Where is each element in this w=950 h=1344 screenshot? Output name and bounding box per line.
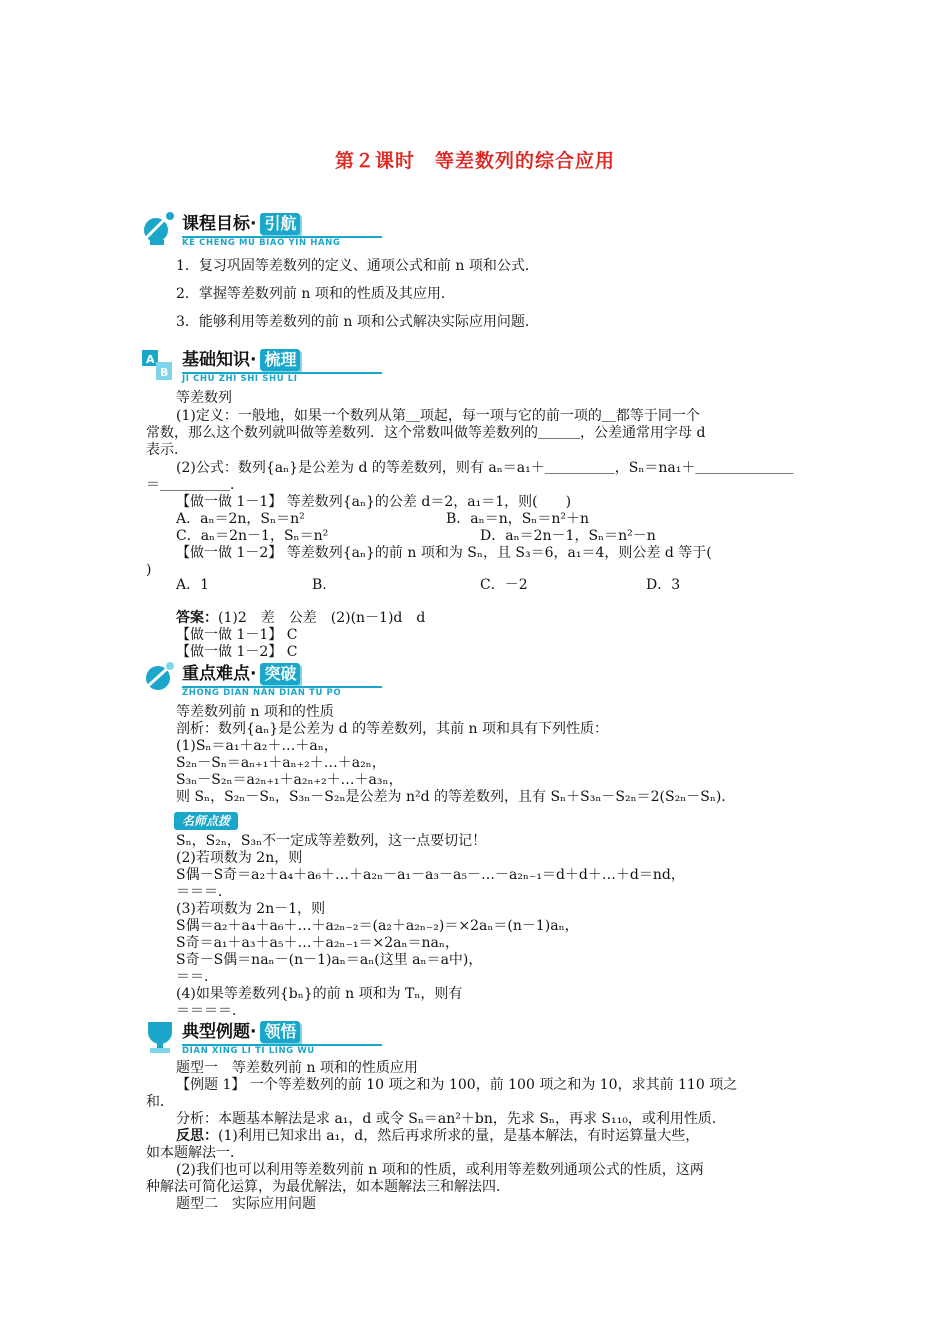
- banner-title: 基础知识: [182, 350, 250, 370]
- tip-badge: [174, 812, 264, 830]
- basics-text: 表示．: [146, 442, 188, 458]
- exercise-question: ): [146, 562, 152, 578]
- banner-tag: 领悟: [260, 1021, 300, 1043]
- banner-pinyin: DIAN XING LI TI LING WU: [182, 1046, 315, 1056]
- key-text: ＝＝．: [176, 969, 218, 985]
- example-text: 【例题 1】 一个等差数列的前 10 项之和为 100，前 100 项之和为 10，求其前 110 项之: [176, 1077, 738, 1093]
- example-text: 和．: [146, 1094, 174, 1110]
- tip-label: 名师点拨: [174, 812, 238, 830]
- svg-text:A: A: [146, 353, 155, 366]
- example-text: [176, 1128, 699, 1145]
- banner-title: 课程目标: [182, 214, 250, 234]
- example-type-heading: 题型一 等差数列前 n 项和的性质应用: [176, 1060, 418, 1076]
- basics-text: (2)公式：数列{aₙ}是公差为 d 的等差数列，则有 aₙ＝a₁＋＿＿＿＿＿，Sₙ＝na₁＋＿＿＿＿＿＿＿: [176, 460, 794, 476]
- key-text: 剖析：数列{aₙ}是公差为 d 的等差数列，其前 n 项和具有下列性质：: [176, 721, 608, 737]
- example-text: 如本题解法一．: [146, 1145, 244, 1161]
- key-text: (4)如果等差数列{bₙ}的前 n 项和为 Tₙ，则有: [176, 986, 463, 1002]
- basics-heading: 等差数列: [176, 390, 232, 406]
- example-type-heading: 题型二 实际应用问题: [176, 1196, 316, 1212]
- key-text: S偶＝a₂＋a₄＋a₆＋…＋a₂ₙ₋₂＝(a₂＋a₂ₙ₋₂)＝×2aₙ＝(n－1)aₙ，: [176, 918, 579, 934]
- svg-text:B: B: [160, 366, 169, 379]
- key-text: 则 Sₙ，S₂ₙ－Sₙ，S₃ₙ－S₂ₙ是公差为 n²d 的等差数列，且有 Sₙ＋S₃ₙ－S₂ₙ＝2(S₂ₙ－Sₙ)．: [176, 789, 736, 805]
- goal-item: 1．复习巩固等差数列的定义、通项公式和前 n 项和公式．: [176, 258, 539, 274]
- answer-line: [176, 610, 425, 627]
- basics-text: ＝＿＿＿＿＿．: [146, 477, 244, 493]
- trophy-icon: [140, 1016, 180, 1056]
- key-text: (2)若项数为 2n，则: [176, 850, 303, 866]
- key-text: S奇＝a₁＋a₃＋a₅＋…＋a₂ₙ₋₁＝×2aₙ＝naₙ，: [176, 935, 459, 951]
- key-text: S₂ₙ－Sₙ＝aₙ₊₁＋aₙ₊₂＋…＋a₂ₙ，: [176, 755, 386, 771]
- answer-line: 【做一做 1－1】 C: [176, 627, 298, 643]
- abc-blocks-icon: [140, 344, 180, 384]
- answer-text: (1)2 差 公差 (2)(n－1)d d: [218, 610, 426, 626]
- exercise-option: C．aₙ＝2n－1，Sₙ＝n²: [176, 528, 329, 544]
- satellite-dish-icon: [140, 208, 180, 248]
- key-text: S偶－S奇＝a₂＋a₄＋a₆＋…＋a₂ₙ－a₁－a₃－a₅－…－a₂ₙ₋₁＝d＋d＋…＋d＝nd，: [176, 867, 685, 883]
- answer-label: 答案：: [176, 610, 218, 626]
- reflect-label: 反思：: [176, 1128, 218, 1144]
- section-banner-goals: [140, 206, 380, 250]
- banner-pinyin: ZHONG DIAN NAN DIAN TU PO: [182, 688, 342, 698]
- satellite-dish-icon: [140, 658, 180, 698]
- exercise-option: B.: [312, 577, 327, 593]
- basics-text: 常数，那么这个数列就叫做等差数列．这个常数叫做等差数列的＿＿＿，公差通常用字母 d: [146, 425, 706, 441]
- exercise-option: A．1: [176, 577, 210, 593]
- example-text: 种解法可简化运算，为最优解法，如本题解法三和解法四．: [146, 1179, 510, 1195]
- exercise-option: B．aₙ＝n，Sₙ＝n²＋n: [446, 511, 590, 527]
- key-text: ＝＝＝．: [176, 884, 232, 900]
- banner-tag: 引航: [260, 213, 300, 235]
- key-text: Sₙ，S₂ₙ，S₃ₙ不一定成等差数列，这一点要切记！: [176, 833, 487, 849]
- section-banner-basics: [140, 342, 380, 386]
- banner-dot: ·: [250, 350, 257, 370]
- key-text: (3)若项数为 2n－1，则: [176, 901, 326, 917]
- key-heading: 等差数列前 n 项和的性质: [176, 704, 334, 720]
- banner-title: 典型例题: [182, 1022, 250, 1042]
- key-text: S奇－S偶＝naₙ－(n－1)aₙ＝aₙ(这里 aₙ＝a中)，: [176, 952, 483, 968]
- page-title: 第２课时 等差数列的综合应用: [334, 150, 615, 172]
- exercise-question: 【做一做 1－1】 等差数列{aₙ}的公差 d＝2，a₁＝1，则( ): [176, 494, 572, 510]
- example-text: (2)我们也可以利用等差数列前 n 项和的性质，或利用等差数列通项公式的性质，这两: [176, 1162, 704, 1178]
- banner-dot: ·: [250, 214, 257, 234]
- goal-item: 3．能够利用等差数列的前 n 项和公式解决实际应用问题．: [176, 314, 539, 330]
- exercise-option: D．aₙ＝2n－1，Sₙ＝n²－n: [480, 528, 656, 544]
- section-banner-key: [140, 656, 380, 700]
- basics-text: (1)定义：一般地，如果一个数列从第＿项起，每一项与它的前一项的＿都等于同一个: [176, 408, 700, 424]
- banner-dot: ·: [250, 1022, 257, 1042]
- reflect-text: (1)利用已知求出 a₁，d，然后再求所求的量，是基本解法，有时运算量大些，: [218, 1128, 700, 1144]
- goal-item: 2．掌握等差数列前 n 项和的性质及其应用．: [176, 286, 455, 302]
- exercise-option: D．3: [646, 577, 681, 593]
- section-banner-examples: [140, 1014, 380, 1058]
- exercise-option: C．－2: [480, 577, 528, 593]
- exercise-option: A．aₙ＝2n，Sₙ＝n²: [176, 511, 305, 527]
- example-text: 分析：本题基本解法是求 a₁，d 或令 Sₙ＝an²＋bn，先求 Sₙ，再求 S₁₁₀，或利用性质．: [176, 1111, 726, 1127]
- banner-tag: 突破: [260, 663, 300, 685]
- banner-pinyin: KE CHENG MU BIAO YIN HANG: [182, 238, 341, 248]
- banner-title: 重点难点: [182, 664, 250, 684]
- banner-tag: 梳理: [260, 349, 300, 371]
- exercise-question: 【做一做 1－2】 等差数列{aₙ}的前 n 项和为 Sₙ，且 S₃＝6，a₁＝4，则公差 d 等于(: [176, 545, 712, 561]
- key-text: (1)Sₙ＝a₁＋a₂＋…＋aₙ，: [176, 738, 338, 754]
- banner-dot: ·: [250, 664, 257, 684]
- key-text: S₃ₙ－S₂ₙ＝a₂ₙ₊₁＋a₂ₙ₊₂＋…＋a₃ₙ，: [176, 772, 403, 788]
- answer-line: 【做一做 1－2】 C: [176, 644, 298, 660]
- key-text: ＝＝＝＝．: [176, 1003, 246, 1019]
- banner-pinyin: JI CHU ZHI SHI SHU LI: [182, 374, 298, 384]
